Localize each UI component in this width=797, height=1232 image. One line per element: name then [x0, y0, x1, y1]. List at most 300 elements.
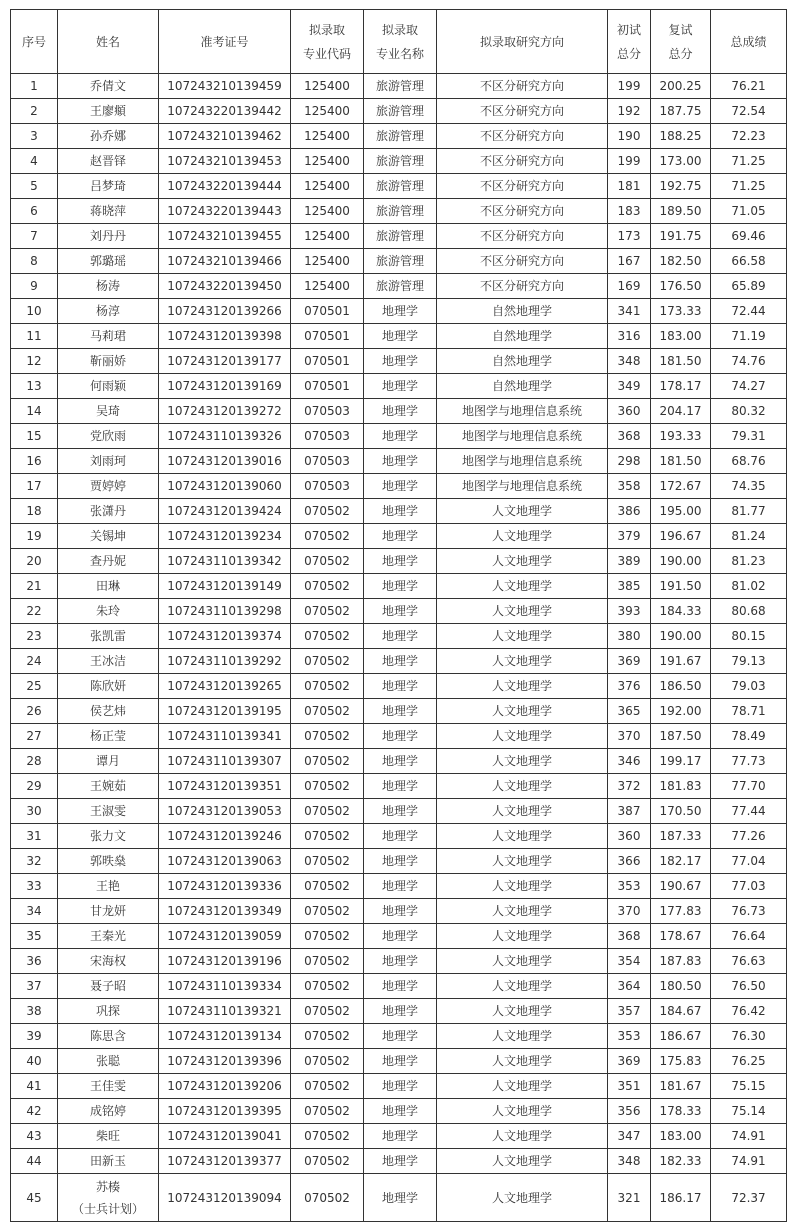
cell-retest-score: 182.50: [651, 249, 711, 274]
cell-total-score: 72.23: [711, 124, 787, 149]
table-row: [11, 299, 787, 324]
cell-retest-score: 186.67: [651, 1024, 711, 1049]
cell-initial-score: 376: [608, 674, 651, 699]
cell-name: 王婉茹: [58, 774, 159, 799]
cell-major-name: 旅游管理: [364, 249, 437, 274]
table-row: [11, 674, 787, 699]
header-retest-line1: 复试: [668, 22, 693, 37]
cell-seq: 14: [11, 399, 58, 424]
cell-major-name: 地理学: [364, 599, 437, 624]
cell-major-code: 070503: [291, 424, 364, 449]
cell-name: 朱玲: [58, 599, 159, 624]
cell-direction: 人文地理学: [437, 1174, 608, 1222]
cell-major-code: 070502: [291, 599, 364, 624]
cell-name: 田新玉: [58, 1149, 159, 1174]
cell-total-score: 77.26: [711, 824, 787, 849]
cell-seq: 43: [11, 1124, 58, 1149]
cell-initial-score: 354: [608, 949, 651, 974]
cell-total-score: 76.25: [711, 1049, 787, 1074]
cell-initial-score: 321: [608, 1174, 651, 1222]
cell-retest-score: 191.67: [651, 649, 711, 674]
cell-major-name: 旅游管理: [364, 149, 437, 174]
cell-name: 关锡坤: [58, 524, 159, 549]
cell-name-text: 苏楱: [95, 1179, 120, 1194]
cell-seq: 35: [11, 924, 58, 949]
cell-total-score: 78.71: [711, 699, 787, 724]
cell-exam-id: 107243120139195: [159, 699, 291, 724]
cell-total-score: 77.73: [711, 749, 787, 774]
cell-seq: 8: [11, 249, 58, 274]
cell-major-name: 地理学: [364, 949, 437, 974]
cell-exam-id: 107243120139234: [159, 524, 291, 549]
cell-seq: 40: [11, 1049, 58, 1074]
cell-major-code: 125400: [291, 99, 364, 124]
cell-major-code: 070502: [291, 574, 364, 599]
cell-direction: 人文地理学: [437, 799, 608, 824]
cell-retest-score: 200.25: [651, 74, 711, 99]
cell-total-score: 74.35: [711, 474, 787, 499]
cell-exam-id: 107243120139094: [159, 1174, 291, 1222]
cell-retest-score: 178.17: [651, 374, 711, 399]
cell-direction: 人文地理学: [437, 724, 608, 749]
cell-major-code: 070502: [291, 674, 364, 699]
cell-exam-id: 107243120139374: [159, 624, 291, 649]
cell-major-name: 地理学: [364, 474, 437, 499]
cell-direction: 人文地理学: [437, 699, 608, 724]
cell-total-score: 74.91: [711, 1149, 787, 1174]
cell-exam-id: 107243120139053: [159, 799, 291, 824]
cell-name: 王廖頫: [58, 99, 159, 124]
cell-major-code: 070502: [291, 649, 364, 674]
cell-direction: 人文地理学: [437, 599, 608, 624]
cell-seq: 25: [11, 674, 58, 699]
cell-name: 张聪: [58, 1049, 159, 1074]
cell-name: 郭昳燊: [58, 849, 159, 874]
table-row: [11, 949, 787, 974]
table-row: [11, 1049, 787, 1074]
cell-name: 贾婷婷: [58, 474, 159, 499]
cell-initial-score: 393: [608, 599, 651, 624]
header-seq: 序号: [11, 10, 58, 74]
table-body: [11, 74, 787, 1222]
cell-retest-score: 184.67: [651, 999, 711, 1024]
cell-seq: 27: [11, 724, 58, 749]
cell-major-name: 地理学: [364, 524, 437, 549]
cell-major-name: 地理学: [364, 324, 437, 349]
cell-name: 杨涛: [58, 274, 159, 299]
cell-major-name: 地理学: [364, 999, 437, 1024]
cell-retest-score: 186.50: [651, 674, 711, 699]
cell-seq: 33: [11, 874, 58, 899]
cell-seq: 17: [11, 474, 58, 499]
cell-name: 吴琦: [58, 399, 159, 424]
cell-total-score: 71.25: [711, 149, 787, 174]
cell-total-score: 76.42: [711, 999, 787, 1024]
cell-name: 王冰洁: [58, 649, 159, 674]
cell-total-score: 72.54: [711, 99, 787, 124]
table-row: [11, 974, 787, 999]
cell-major-code: 070502: [291, 899, 364, 924]
table-row: [11, 474, 787, 499]
cell-retest-score: 187.83: [651, 949, 711, 974]
cell-direction: 地图学与地理信息系统: [437, 474, 608, 499]
cell-retest-score: 187.33: [651, 824, 711, 849]
header-major-name: [364, 10, 437, 74]
cell-retest-score: 178.67: [651, 924, 711, 949]
cell-direction: 不区分研究方向: [437, 149, 608, 174]
cell-exam-id: 107243220139443: [159, 199, 291, 224]
cell-total-score: 77.04: [711, 849, 787, 874]
cell-initial-score: 387: [608, 799, 651, 824]
cell-major-code: 070501: [291, 374, 364, 399]
cell-exam-id: 107243210139462: [159, 124, 291, 149]
cell-exam-id: 107243220139442: [159, 99, 291, 124]
cell-seq: 39: [11, 1024, 58, 1049]
cell-direction: 人文地理学: [437, 1124, 608, 1149]
cell-major-code: 070502: [291, 949, 364, 974]
cell-retest-score: 181.67: [651, 1074, 711, 1099]
cell-major-code: 070502: [291, 774, 364, 799]
cell-direction: 不区分研究方向: [437, 224, 608, 249]
cell-major-code: 070503: [291, 449, 364, 474]
cell-initial-score: 360: [608, 399, 651, 424]
cell-name: 宋海权: [58, 949, 159, 974]
cell-total-score: 76.30: [711, 1024, 787, 1049]
cell-direction: 人文地理学: [437, 674, 608, 699]
cell-total-score: 81.77: [711, 499, 787, 524]
cell-seq: 7: [11, 224, 58, 249]
cell-retest-score: 170.50: [651, 799, 711, 824]
table-row: [11, 399, 787, 424]
cell-major-code: 070502: [291, 824, 364, 849]
table-row: [11, 1074, 787, 1099]
cell-name: 陈思含: [58, 1024, 159, 1049]
cell-retest-score: 192.00: [651, 699, 711, 724]
cell-major-code: 070502: [291, 724, 364, 749]
cell-retest-score: 190.00: [651, 624, 711, 649]
cell-seq: 23: [11, 624, 58, 649]
cell-retest-score: 176.50: [651, 274, 711, 299]
table-row: [11, 1149, 787, 1174]
cell-direction: 自然地理学: [437, 299, 608, 324]
cell-major-name: 旅游管理: [364, 99, 437, 124]
cell-seq: 41: [11, 1074, 58, 1099]
cell-name: 王淑雯: [58, 799, 159, 824]
table-row: [11, 1099, 787, 1124]
cell-major-name: 旅游管理: [364, 174, 437, 199]
table-row: [11, 749, 787, 774]
cell-major-name: 地理学: [364, 424, 437, 449]
cell-major-code: 070502: [291, 499, 364, 524]
cell-total-score: 77.70: [711, 774, 787, 799]
cell-initial-score: 379: [608, 524, 651, 549]
cell-total-score: 76.63: [711, 949, 787, 974]
cell-seq: 4: [11, 149, 58, 174]
cell-total-score: 80.32: [711, 399, 787, 424]
cell-initial-score: 369: [608, 1049, 651, 1074]
cell-major-name: 地理学: [364, 349, 437, 374]
cell-name: 张凯雷: [58, 624, 159, 649]
cell-total-score: 81.02: [711, 574, 787, 599]
cell-retest-score: 190.67: [651, 874, 711, 899]
header-major-name-line2: 专业名称: [375, 46, 424, 61]
cell-major-code: 070502: [291, 1074, 364, 1099]
cell-total-score: 65.89: [711, 274, 787, 299]
cell-name: 赵晋铎: [58, 149, 159, 174]
cell-total-score: 74.76: [711, 349, 787, 374]
cell-major-name: 地理学: [364, 1174, 437, 1222]
table-row: [11, 624, 787, 649]
cell-retest-score: 189.50: [651, 199, 711, 224]
cell-seq: 29: [11, 774, 58, 799]
cell-exam-id: 107243120139016: [159, 449, 291, 474]
cell-initial-score: 298: [608, 449, 651, 474]
cell-direction: 人文地理学: [437, 1149, 608, 1174]
cell-initial-score: 349: [608, 374, 651, 399]
cell-direction: 人文地理学: [437, 549, 608, 574]
cell-seq: 9: [11, 274, 58, 299]
cell-exam-id: 107243220139444: [159, 174, 291, 199]
cell-major-name: 地理学: [364, 924, 437, 949]
cell-initial-score: 181: [608, 174, 651, 199]
cell-retest-score: 187.50: [651, 724, 711, 749]
cell-major-name: 地理学: [364, 574, 437, 599]
cell-total-score: 79.13: [711, 649, 787, 674]
table-row: [11, 274, 787, 299]
cell-initial-score: 347: [608, 1124, 651, 1149]
cell-exam-id: 107243120139169: [159, 374, 291, 399]
table-row: [11, 424, 787, 449]
cell-seq: 26: [11, 699, 58, 724]
cell-initial-score: 357: [608, 999, 651, 1024]
cell-direction: 不区分研究方向: [437, 274, 608, 299]
cell-name: 刘丹丹: [58, 224, 159, 249]
cell-seq: 42: [11, 1099, 58, 1124]
cell-total-score: 71.05: [711, 199, 787, 224]
cell-initial-score: 358: [608, 474, 651, 499]
cell-retest-score: 195.00: [651, 499, 711, 524]
header-retest-line2: 总分: [668, 46, 693, 61]
cell-seq: 44: [11, 1149, 58, 1174]
cell-total-score: 69.46: [711, 224, 787, 249]
cell-seq: 20: [11, 549, 58, 574]
cell-name: 王佳雯: [58, 1074, 159, 1099]
cell-name: 巩探: [58, 999, 159, 1024]
cell-seq: 3: [11, 124, 58, 149]
cell-direction: 不区分研究方向: [437, 174, 608, 199]
cell-exam-id: 107243120139063: [159, 849, 291, 874]
cell-initial-score: 348: [608, 349, 651, 374]
cell-major-code: 125400: [291, 274, 364, 299]
cell-exam-id: 107243120139398: [159, 324, 291, 349]
header-major-code-line2: 专业代码: [302, 46, 351, 61]
cell-exam-id: 107243210139466: [159, 249, 291, 274]
cell-major-name: 地理学: [364, 899, 437, 924]
cell-total-score: 72.37: [711, 1174, 787, 1222]
cell-exam-id: 107243120139424: [159, 499, 291, 524]
table-row: [11, 774, 787, 799]
cell-major-name: 旅游管理: [364, 124, 437, 149]
cell-retest-score: 187.75: [651, 99, 711, 124]
cell-major-name: 地理学: [364, 1074, 437, 1099]
cell-name: 王秦光: [58, 924, 159, 949]
cell-initial-score: 346: [608, 749, 651, 774]
cell-direction: 人文地理学: [437, 1099, 608, 1124]
cell-direction: 自然地理学: [437, 324, 608, 349]
table-row: [11, 1124, 787, 1149]
cell-direction: 人文地理学: [437, 824, 608, 849]
cell-retest-score: 175.83: [651, 1049, 711, 1074]
cell-initial-score: 386: [608, 499, 651, 524]
cell-major-code: 070502: [291, 1124, 364, 1149]
cell-direction: 地图学与地理信息系统: [437, 449, 608, 474]
cell-major-code: 070501: [291, 349, 364, 374]
cell-major-name: 地理学: [364, 624, 437, 649]
cell-name: 刘雨珂: [58, 449, 159, 474]
cell-major-name: 地理学: [364, 799, 437, 824]
cell-seq: 28: [11, 749, 58, 774]
cell-major-code: 070502: [291, 999, 364, 1024]
cell-exam-id: 107243210139453: [159, 149, 291, 174]
cell-seq: 45: [11, 1174, 58, 1222]
table-row: [11, 849, 787, 874]
cell-direction: 地图学与地理信息系统: [437, 399, 608, 424]
cell-exam-id: 107243120139395: [159, 1099, 291, 1124]
cell-major-name: 地理学: [364, 499, 437, 524]
header-initial-line1: 初试: [616, 22, 641, 37]
table-row: [11, 724, 787, 749]
cell-initial-score: 167: [608, 249, 651, 274]
cell-direction: 人文地理学: [437, 774, 608, 799]
cell-retest-score: 180.50: [651, 974, 711, 999]
header-initial-score: [608, 10, 651, 74]
cell-exam-id: 107243110139307: [159, 749, 291, 774]
cell-exam-id: 107243110139326: [159, 424, 291, 449]
cell-initial-score: 364: [608, 974, 651, 999]
cell-major-name: 地理学: [364, 849, 437, 874]
cell-exam-id: 107243120139041: [159, 1124, 291, 1149]
cell-direction: 人文地理学: [437, 749, 608, 774]
cell-total-score: 76.73: [711, 899, 787, 924]
cell-retest-score: 178.33: [651, 1099, 711, 1124]
cell-total-score: 74.91: [711, 1124, 787, 1149]
cell-major-name: 旅游管理: [364, 224, 437, 249]
cell-seq: 15: [11, 424, 58, 449]
cell-seq: 6: [11, 199, 58, 224]
cell-initial-score: 385: [608, 574, 651, 599]
cell-retest-score: 191.50: [651, 574, 711, 599]
cell-seq: 30: [11, 799, 58, 824]
cell-initial-score: 370: [608, 724, 651, 749]
cell-major-code: 070502: [291, 624, 364, 649]
cell-major-name: 地理学: [364, 399, 437, 424]
cell-retest-score: 186.17: [651, 1174, 711, 1222]
cell-major-name: 地理学: [364, 1049, 437, 1074]
cell-name: 蒋晓萍: [58, 199, 159, 224]
cell-retest-score: 188.25: [651, 124, 711, 149]
cell-retest-score: 193.33: [651, 424, 711, 449]
cell-retest-score: 192.75: [651, 174, 711, 199]
header-row: [11, 10, 787, 74]
cell-exam-id: 107243120139246: [159, 824, 291, 849]
cell-exam-id: 107243120139336: [159, 874, 291, 899]
cell-initial-score: 169: [608, 274, 651, 299]
cell-initial-score: 353: [608, 874, 651, 899]
cell-major-code: 070501: [291, 324, 364, 349]
cell-major-name: 地理学: [364, 1024, 437, 1049]
cell-seq: 5: [11, 174, 58, 199]
cell-major-name: 地理学: [364, 549, 437, 574]
cell-retest-score: 173.00: [651, 149, 711, 174]
table-row: [11, 499, 787, 524]
cell-major-name: 地理学: [364, 299, 437, 324]
cell-seq: 2: [11, 99, 58, 124]
cell-total-score: 76.21: [711, 74, 787, 99]
cell-exam-id: 107243120139060: [159, 474, 291, 499]
table-row: [11, 124, 787, 149]
table-row: [11, 924, 787, 949]
cell-total-score: 78.49: [711, 724, 787, 749]
cell-seq: 10: [11, 299, 58, 324]
cell-exam-id: 107243210139455: [159, 224, 291, 249]
cell-major-code: 070503: [291, 474, 364, 499]
cell-major-name: 地理学: [364, 1149, 437, 1174]
header-direction: 拟录取研究方向: [437, 10, 608, 74]
cell-exam-id: 107243120139349: [159, 899, 291, 924]
cell-total-score: 68.76: [711, 449, 787, 474]
cell-retest-score: 181.50: [651, 449, 711, 474]
cell-major-code: 070502: [291, 1174, 364, 1222]
cell-direction: 人文地理学: [437, 974, 608, 999]
admission-table: [10, 9, 787, 1222]
cell-seq: 24: [11, 649, 58, 674]
cell-initial-score: 360: [608, 824, 651, 849]
cell-retest-score: 183.00: [651, 1124, 711, 1149]
cell-initial-score: 199: [608, 74, 651, 99]
cell-total-score: 77.44: [711, 799, 787, 824]
cell-retest-score: 184.33: [651, 599, 711, 624]
table-row: [11, 1024, 787, 1049]
cell-name: [58, 1174, 159, 1222]
cell-major-name: 地理学: [364, 749, 437, 774]
cell-direction: 不区分研究方向: [437, 74, 608, 99]
cell-total-score: 71.19: [711, 324, 787, 349]
cell-major-name: 地理学: [364, 874, 437, 899]
cell-direction: 自然地理学: [437, 349, 608, 374]
table-row: [11, 224, 787, 249]
table-row: [11, 249, 787, 274]
header-exam-id: 准考证号: [159, 10, 291, 74]
cell-seq: 38: [11, 999, 58, 1024]
cell-major-name: 地理学: [364, 724, 437, 749]
header-major-name-line1: 拟录取: [381, 22, 418, 37]
cell-exam-id: 107243120139059: [159, 924, 291, 949]
cell-major-name: 地理学: [364, 374, 437, 399]
cell-major-code: 070503: [291, 399, 364, 424]
cell-exam-id: 107243110139292: [159, 649, 291, 674]
table-row: [11, 449, 787, 474]
cell-major-code: 070502: [291, 1099, 364, 1124]
cell-total-score: 72.44: [711, 299, 787, 324]
cell-direction: 人文地理学: [437, 1074, 608, 1099]
cell-initial-score: 370: [608, 899, 651, 924]
cell-total-score: 81.24: [711, 524, 787, 549]
cell-total-score: 66.58: [711, 249, 787, 274]
cell-total-score: 77.03: [711, 874, 787, 899]
table-row: [11, 99, 787, 124]
cell-seq: 22: [11, 599, 58, 624]
cell-direction: 人文地理学: [437, 999, 608, 1024]
